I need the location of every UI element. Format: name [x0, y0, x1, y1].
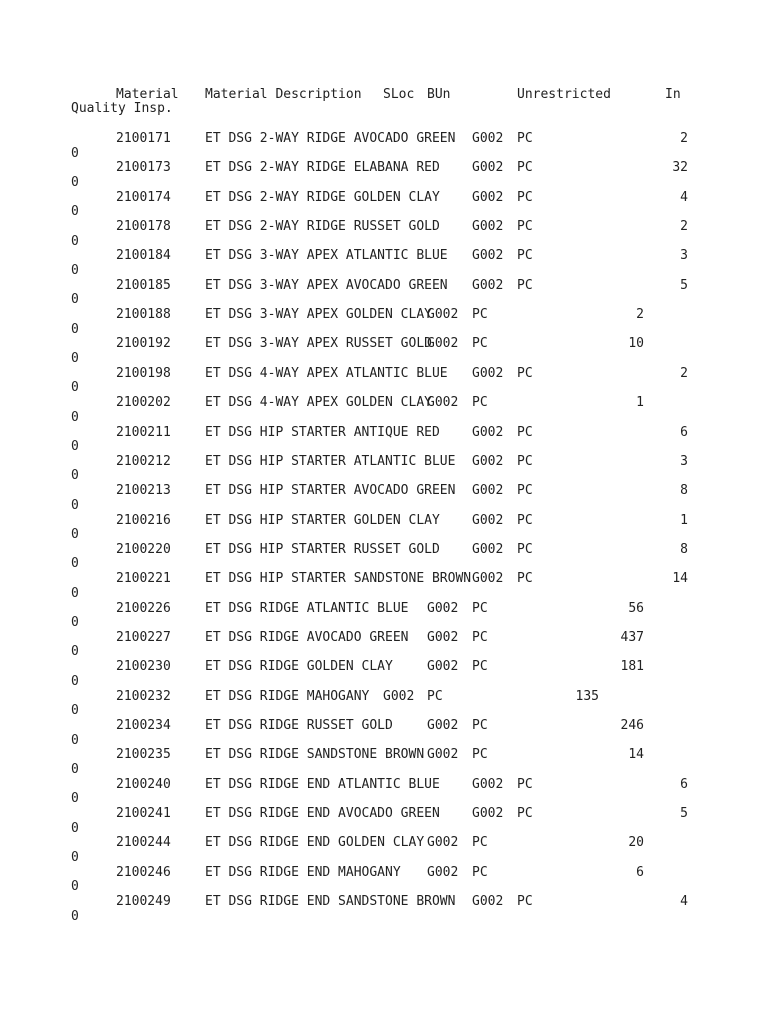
header-unrestricted: Unrestricted [517, 87, 611, 102]
table-row-wrap [0, 703, 768, 719]
quality-insp-qty: 0 [71, 439, 79, 454]
quality-insp-qty: 0 [71, 556, 79, 572]
material-description: ET DSG HIP STARTER SANDSTONE BROWN [205, 571, 472, 587]
table-row-wrap [0, 468, 768, 484]
storage-location: G002 [472, 131, 504, 146]
table-row-wrap [0, 292, 768, 308]
base-unit: PC [517, 806, 533, 822]
material-description: ET DSG RIDGE END ATLANTIC BLUE [205, 776, 440, 792]
header-bun: BUn [427, 87, 451, 102]
storage-location: G002 [427, 395, 459, 411]
base-unit: PC [517, 512, 533, 528]
base-unit: PC [472, 629, 488, 645]
base-unit: PC [427, 688, 443, 704]
material-description: ET DSG HIP STARTER RUSSET GOLD [205, 541, 440, 557]
quality-insp-qty: 0 [71, 527, 79, 543]
material-number: 2100234 [116, 718, 171, 733]
table-row-wrap [0, 204, 768, 220]
base-unit: PC [472, 659, 488, 675]
material-description: ET DSG RIDGE END GOLDEN CLAY [205, 835, 425, 851]
storage-location: G002 [427, 659, 459, 675]
table-row-wrap [0, 674, 768, 690]
quality-insp-qty: 0 [71, 761, 79, 777]
material-description: ET DSG HIP STARTER ATLANTIC BLUE [205, 453, 456, 469]
storage-location: G002 [472, 424, 504, 440]
material-description: ET DSG 3-WAY APEX ATLANTIC BLUE [205, 248, 448, 264]
material-description: ET DSG RIDGE ATLANTIC BLUE [205, 600, 409, 616]
base-unit: PC [517, 424, 533, 440]
base-unit: PC [517, 894, 533, 910]
header-in: In [665, 87, 681, 102]
material-description: ET DSG RIDGE END AVOCADO GREEN [205, 806, 440, 822]
unrestricted-qty: 4 [680, 894, 688, 910]
header-sloc: SLoc [383, 87, 415, 102]
storage-location: G002 [427, 600, 459, 616]
report-header-wrap [0, 101, 768, 117]
base-unit: PC [517, 189, 533, 205]
base-unit: PC [472, 747, 488, 763]
unrestricted-qty: 2 [680, 131, 688, 146]
base-unit: PC [517, 277, 533, 293]
table-row-wrap [0, 351, 768, 367]
base-unit: PC [517, 160, 533, 176]
base-unit: PC [472, 395, 488, 411]
table-row-wrap [0, 527, 768, 543]
material-number: 2100246 [116, 864, 171, 880]
unrestricted-qty: 14 [628, 747, 644, 763]
unrestricted-qty: 6 [636, 864, 644, 880]
quality-insp-qty: 0 [71, 468, 79, 484]
storage-location: G002 [472, 541, 504, 557]
quality-insp-qty: 0 [71, 908, 79, 924]
unrestricted-qty: 20 [628, 835, 644, 851]
quality-insp-qty: 0 [71, 321, 79, 337]
storage-location: G002 [472, 248, 504, 264]
base-unit: PC [517, 571, 533, 587]
quality-insp-qty: 0 [71, 233, 79, 249]
unrestricted-qty: 437 [620, 629, 644, 645]
material-number: 2100249 [116, 894, 171, 910]
base-unit: PC [517, 483, 533, 499]
storage-location: G002 [472, 219, 504, 235]
material-description: ET DSG RIDGE RUSSET GOLD [205, 718, 393, 733]
material-description: ET DSG HIP STARTER ANTIQUE RED [205, 424, 440, 440]
base-unit: PC [517, 219, 533, 235]
material-description: ET DSG RIDGE END SANDSTONE BROWN [205, 894, 456, 910]
table-row-wrap [0, 791, 768, 807]
storage-location: G002 [427, 835, 459, 851]
material-description: ET DSG 2-WAY RIDGE ELABANA RED [205, 160, 440, 176]
storage-location: G002 [472, 483, 504, 499]
storage-location: G002 [472, 453, 504, 469]
unrestricted-qty: 10 [628, 336, 644, 352]
quality-insp-qty: 0 [71, 849, 79, 865]
base-unit: PC [517, 131, 533, 146]
quality-insp-qty: 0 [71, 732, 79, 748]
material-number: 2100212 [116, 453, 171, 469]
material-number: 2100198 [116, 365, 171, 381]
base-unit: PC [517, 453, 533, 469]
quality-insp-qty: 0 [71, 703, 79, 719]
material-number: 2100216 [116, 512, 171, 528]
table-row-wrap [0, 586, 768, 602]
unrestricted-qty: 135 [575, 688, 599, 704]
base-unit: PC [517, 248, 533, 264]
material-description: ET DSG 2-WAY RIDGE GOLDEN CLAY [205, 189, 440, 205]
storage-location: G002 [472, 894, 504, 910]
storage-location: G002 [427, 629, 459, 645]
material-description: ET DSG RIDGE MAHOGANY [205, 688, 370, 704]
material-number: 2100232 [116, 688, 171, 704]
unrestricted-qty: 3 [680, 453, 688, 469]
material-number: 2100188 [116, 307, 171, 323]
storage-location: G002 [472, 160, 504, 176]
base-unit: PC [472, 600, 488, 616]
material-number: 2100171 [116, 131, 171, 146]
material-description: ET DSG 3-WAY APEX AVOCADO GREEN [205, 277, 448, 293]
material-number: 2100241 [116, 806, 171, 822]
material-description: ET DSG 3-WAY APEX GOLDEN CLAY [205, 307, 432, 323]
quality-insp-qty: 0 [71, 615, 79, 631]
table-row-wrap [0, 556, 768, 572]
unrestricted-qty: 2 [636, 307, 644, 323]
material-description: ET DSG 3-WAY APEX RUSSET GOLD [205, 336, 432, 352]
material-description: ET DSG RIDGE END MAHOGANY [205, 864, 401, 880]
storage-location: G002 [472, 776, 504, 792]
quality-insp-qty: 0 [71, 174, 79, 190]
unrestricted-qty: 32 [672, 160, 688, 176]
table-row-wrap [0, 322, 768, 338]
table-row-wrap [0, 909, 768, 925]
unrestricted-qty: 3 [680, 248, 688, 264]
unrestricted-qty: 56 [628, 600, 644, 616]
unrestricted-qty: 5 [680, 806, 688, 822]
quality-insp-qty: 0 [71, 644, 79, 660]
unrestricted-qty: 2 [680, 219, 688, 235]
storage-location: G002 [472, 365, 504, 381]
material-description: ET DSG RIDGE GOLDEN CLAY [205, 659, 393, 675]
material-number: 2100202 [116, 395, 171, 411]
storage-location: G002 [427, 747, 459, 763]
material-number: 2100220 [116, 541, 171, 557]
storage-location: G002 [427, 307, 459, 323]
material-number: 2100173 [116, 160, 171, 176]
storage-location: G002 [472, 571, 504, 587]
quality-insp-qty: 0 [71, 409, 79, 425]
material-number: 2100230 [116, 659, 171, 675]
material-number: 2100235 [116, 747, 171, 763]
material-number: 2100227 [116, 629, 171, 645]
table-row-wrap [0, 410, 768, 426]
unrestricted-qty: 6 [680, 424, 688, 440]
storage-location: G002 [427, 336, 459, 352]
table-row-wrap [0, 879, 768, 895]
material-description: ET DSG 4-WAY APEX ATLANTIC BLUE [205, 365, 448, 381]
unrestricted-qty: 8 [680, 483, 688, 499]
unrestricted-qty: 1 [680, 512, 688, 528]
base-unit: PC [517, 776, 533, 792]
table-row-wrap [0, 439, 768, 455]
material-number: 2100244 [116, 835, 171, 851]
storage-location: G002 [472, 277, 504, 293]
material-description: ET DSG 2-WAY RIDGE AVOCADO GREEN [205, 131, 456, 146]
storage-location: G002 [472, 806, 504, 822]
table-row-wrap [0, 644, 768, 660]
storage-location: G002 [472, 189, 504, 205]
table-row-wrap [0, 380, 768, 396]
unrestricted-qty: 1 [636, 395, 644, 411]
unrestricted-qty: 8 [680, 541, 688, 557]
header-material-description: Material Description [205, 87, 362, 102]
base-unit: PC [472, 307, 488, 323]
unrestricted-qty: 2 [680, 365, 688, 381]
table-row-wrap [0, 263, 768, 279]
quality-insp-qty: 0 [71, 879, 79, 895]
material-description: ET DSG 2-WAY RIDGE RUSSET GOLD [205, 219, 440, 235]
unrestricted-qty: 181 [620, 659, 644, 675]
quality-insp-qty: 0 [71, 791, 79, 807]
table-row-wrap [0, 850, 768, 866]
quality-insp-qty: 0 [71, 204, 79, 220]
unrestricted-qty: 246 [620, 718, 644, 733]
quality-insp-qty: 0 [71, 497, 79, 513]
base-unit: PC [472, 718, 488, 733]
table-row-wrap [0, 615, 768, 631]
material-description: ET DSG RIDGE AVOCADO GREEN [205, 629, 409, 645]
table-row-wrap [0, 146, 768, 162]
material-number: 2100174 [116, 189, 171, 205]
quality-insp-qty: 0 [71, 145, 79, 161]
storage-location: G002 [383, 688, 415, 704]
material-number: 2100240 [116, 776, 171, 792]
material-description: ET DSG 4-WAY APEX GOLDEN CLAY [205, 395, 432, 411]
table-row-wrap [0, 733, 768, 749]
table-row-wrap [0, 762, 768, 778]
material-number: 2100221 [116, 571, 171, 587]
unrestricted-qty: 14 [672, 571, 688, 587]
quality-insp-qty: 0 [71, 350, 79, 366]
unrestricted-qty: 6 [680, 776, 688, 792]
base-unit: PC [517, 541, 533, 557]
header-material: Material [116, 87, 179, 102]
material-number: 2100178 [116, 219, 171, 235]
storage-location: G002 [427, 864, 459, 880]
material-description: ET DSG HIP STARTER GOLDEN CLAY [205, 512, 440, 528]
material-number: 2100226 [116, 600, 171, 616]
base-unit: PC [472, 864, 488, 880]
quality-insp-qty: 0 [71, 673, 79, 689]
quality-insp-qty: 0 [71, 262, 79, 278]
material-description: ET DSG HIP STARTER AVOCADO GREEN [205, 483, 456, 499]
quality-insp-qty: 0 [71, 292, 79, 308]
storage-location: G002 [427, 718, 459, 733]
table-row-wrap [0, 821, 768, 837]
storage-location: G002 [472, 512, 504, 528]
material-description: ET DSG RIDGE SANDSTONE BROWN [205, 747, 425, 763]
material-number: 2100192 [116, 336, 171, 352]
material-number: 2100184 [116, 248, 171, 264]
quality-insp-qty: 0 [71, 820, 79, 836]
quality-insp-qty: 0 [71, 585, 79, 601]
material-number: 2100185 [116, 277, 171, 293]
unrestricted-qty: 4 [680, 189, 688, 205]
table-row-wrap [0, 234, 768, 250]
base-unit: PC [472, 336, 488, 352]
table-row-wrap [0, 175, 768, 191]
unrestricted-qty: 5 [680, 277, 688, 293]
base-unit: PC [517, 365, 533, 381]
table-row-wrap [0, 498, 768, 514]
material-number: 2100211 [116, 424, 171, 440]
base-unit: PC [472, 835, 488, 851]
header-quality-insp: Quality Insp. [71, 101, 173, 116]
material-number: 2100213 [116, 483, 171, 499]
quality-insp-qty: 0 [71, 380, 79, 396]
